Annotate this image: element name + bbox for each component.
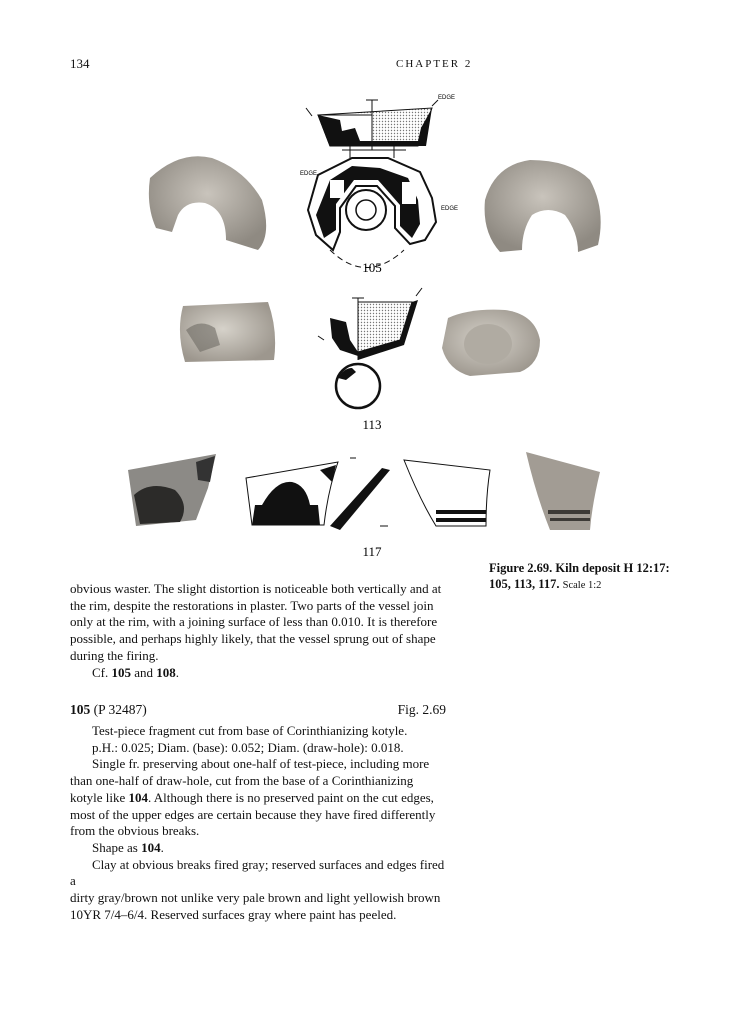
photo-105-left — [149, 156, 266, 250]
chapter-heading: CHAPTER 2 — [396, 58, 473, 70]
entry-shape: Shape as 104. — [92, 839, 164, 855]
figure-label-117: 117 — [362, 544, 382, 559]
photo-113-right — [442, 310, 540, 376]
edge-label: EDGE — [441, 206, 459, 212]
page-number: 134 — [70, 56, 90, 71]
text-line: possible, and perhaps highly likely, that the vessel sprung out of shape — [70, 631, 436, 647]
text-line: during the firing. — [70, 647, 159, 663]
caption-text: Figure 2.69. Kiln deposit H 12:17: 105, 113, 117. — [489, 561, 670, 591]
entry-text-line: kotyle like 104. Although there is no preserved paint on the cut edges, — [70, 789, 434, 805]
section-117 — [330, 458, 390, 530]
entry-text-line: Single fr. preserving about one-half of test-piece, including more — [92, 756, 430, 772]
profile-105 — [306, 100, 438, 158]
edge-label: EDGE — [438, 95, 456, 101]
photo-105-right — [485, 160, 601, 252]
entry-clay-line: Clay at obvious breaks fired gray; reserved surfaces and edges fired a — [70, 856, 445, 889]
photo-117-1 — [128, 454, 216, 526]
cross-reference: Cf. 105 and 108. — [92, 664, 180, 680]
text-line: obvious waster. The slight distortion is noticeable both vertically and at — [70, 581, 442, 596]
text-line: only at the rim, with a joining surface of less than 0.010. It is therefore — [70, 614, 438, 630]
photo-117-2 — [526, 452, 600, 530]
edge-label: EDGE — [300, 171, 318, 177]
base-113 — [336, 364, 380, 408]
continued-paragraph — [70, 581, 446, 681]
figure-label-105: 105 — [362, 260, 382, 275]
figure-caption — [489, 560, 679, 594]
catalogue-entry-body — [70, 723, 446, 923]
entry-description: Test-piece fragment cut from base of Corinthianizing kotyle. — [92, 723, 408, 738]
plan-105 — [308, 158, 436, 268]
caption-scale: Scale 1:2 — [562, 580, 602, 591]
entry-dimensions: p.H.: 0.025; Diam. (base): 0.052; Diam. (draw-hole): 0.018. — [92, 739, 404, 755]
entry-number: 105 — [70, 702, 91, 717]
entry-clay-line: dirty gray/brown not unlike very pale brown and light yellowish brown — [70, 890, 441, 906]
entry-text-line: most of the upper edges are certain because they have fired differently — [70, 806, 436, 822]
entry-text-line: from the obvious breaks. — [70, 823, 200, 839]
entry-text-line: than one-half of draw-hole, cut from the base of a Corinthianizing — [70, 773, 414, 789]
profile-113 — [318, 288, 422, 360]
text-line: the rim, despite the restorations in plaster. Two parts of the vessel join — [70, 597, 434, 613]
drawing-117-2 — [404, 460, 490, 526]
drawing-117-1 — [246, 462, 338, 525]
entry-clay-line: 10YR 7/4–6/4. Reserved surfaces gray where paint has peeled. — [70, 906, 397, 922]
catalogue-entry-heading — [70, 702, 446, 718]
inventory-number: (P 32487) — [93, 702, 147, 717]
figure-reference: Fig. 2.69 — [397, 702, 446, 717]
photo-113-left — [180, 302, 275, 362]
figure-label-113: 113 — [362, 417, 382, 432]
